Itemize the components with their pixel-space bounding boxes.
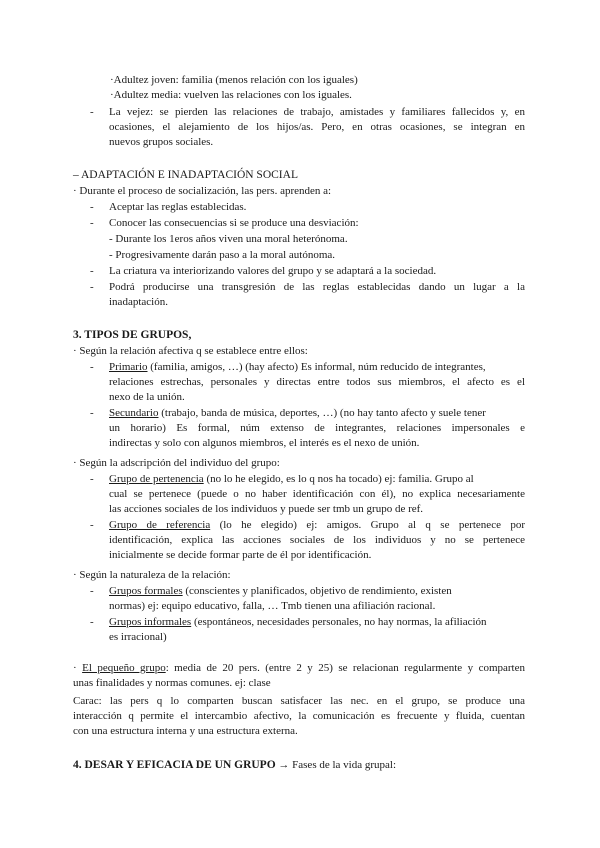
vejez-line-1: La vejez: se pierden las relaciones de trabajo, amistades y familiares fallecidos y, en bbox=[109, 106, 525, 118]
bullet-dash: - bbox=[90, 407, 94, 419]
pertenencia-line-3: las acciones sociales de los individuos y puede ser tmb un grupo de ref. bbox=[109, 503, 424, 515]
referencia-line-1: Grupo de referencia (lo he elegido) ej: amigos. Grupo al q se pertenece por bbox=[109, 519, 525, 531]
secundario-line-2: un horario) Es formal, núm extenso de integrantes, relaciones impersonales e bbox=[109, 422, 525, 434]
adaptacion-item-3: La criatura va interiorizando valores del grupo y se adaptará a la sociedad. bbox=[109, 265, 437, 277]
afectiva-intro: · Según la relación afectiva q se establece entre ellos: bbox=[73, 345, 308, 357]
pequeno-grupo-term: El pequeño grupo bbox=[82, 662, 166, 674]
bullet-dash: - bbox=[90, 217, 94, 229]
bullet-dash: - bbox=[90, 519, 94, 531]
formales-line-2: normas) ej: equipo educativo, falla, … Tmb tienen una afiliación racional. bbox=[109, 600, 436, 612]
referencia-line-2: identificación, explica las acciones sociales de los individuos y no se pertenece bbox=[109, 534, 525, 546]
primario-line-1: Primario (familia, amigos, …) (hay afecto) Es informal, núm reducido de integrantes, bbox=[109, 361, 486, 373]
pequeno-grupo-line-1: · El pequeño grupo: media de 20 pers. (entre 2 y 25) se relacionan regularmente y comparten bbox=[73, 662, 525, 674]
carac-line-3: con una estructura interna y una estructura externa. bbox=[73, 725, 298, 737]
secundario-line-3: indirectas y solo con algunos miembros, el interés es el nexo de unión. bbox=[109, 437, 420, 449]
section-title-tipos: 3. TIPOS DE GRUPOS, bbox=[73, 329, 192, 341]
pertenencia-term: Grupo de pertenencia bbox=[109, 473, 204, 485]
pertenencia-line-2: cual se pertenece (puede o no haber identificación con él), no explica necesariamente bbox=[109, 488, 525, 500]
adaptacion-item-1: Aceptar las reglas establecidas. bbox=[109, 201, 247, 213]
vejez-line-3: nuevos grupos sociales. bbox=[109, 136, 214, 148]
informales-line-1: Grupos informales (espontáneos, necesidades personales, no hay normas, la afiliación bbox=[109, 616, 487, 628]
bullet-dash: - bbox=[90, 361, 94, 373]
bullet-dash: - bbox=[90, 616, 94, 628]
primario-line-2: relaciones estrechas, personales y directas entre todos sus miembros, el afecto es el bbox=[109, 376, 525, 388]
vejez-line-2: ocasiones, el alejamiento de los hijos/as. Pero, en otras ocasiones, se integran en bbox=[109, 121, 525, 133]
formales-term: Grupos formales bbox=[109, 585, 183, 597]
pequeno-grupo-line-2: unas finalidades y normas comunes. ej: clase bbox=[73, 677, 271, 689]
primario-line-3: nexo de la unión. bbox=[109, 391, 185, 403]
arrow-icon: → bbox=[278, 759, 290, 771]
referencia-term: Grupo de referencia bbox=[109, 519, 211, 531]
section-title-desar: 4. DESAR Y EFICACIA DE UN GRUPO → Fases de la vida grupal: bbox=[73, 759, 397, 771]
adaptacion-item-4-line-2: inadaptación. bbox=[109, 296, 168, 308]
bullet-dash: - bbox=[90, 585, 94, 597]
formales-line-1: Grupos formales (conscientes y planificados, objetivo de rendimiento, existen bbox=[109, 585, 452, 597]
informales-line-2: es irracional) bbox=[109, 631, 167, 643]
adaptacion-item-2a: - Durante los 1eros años viven una moral heterónoma. bbox=[109, 233, 348, 245]
section-title-adaptacion: – ADAPTACIÓN E INADAPTACIÓN SOCIAL bbox=[73, 169, 298, 181]
informales-term: Grupos informales bbox=[109, 616, 192, 628]
primario-term: Primario bbox=[109, 361, 148, 373]
naturaleza-intro: · Según la naturaleza de la relación: bbox=[73, 569, 231, 581]
adaptacion-item-4-line-1: Podrá producirse una transgresión de las reglas establecidas dando un lugar a la bbox=[109, 281, 525, 293]
carac-line-1: Carac: las pers q lo comparten buscan satisfacer las nec. en el grupo, se produce una bbox=[73, 695, 525, 707]
bullet-dash: - bbox=[90, 201, 94, 213]
adscripcion-intro: · Según la adscripción del individuo del grupo: bbox=[73, 457, 280, 469]
referencia-line-3: inicialmente se decide formar parte de él por identificación. bbox=[109, 549, 372, 561]
secundario-line-1: Secundario (trabajo, banda de música, deportes, …) (no hay tanto afecto y suele tener bbox=[109, 407, 486, 419]
pertenencia-line-1: Grupo de pertenencia (no lo he elegido, es lo q nos ha tocado) ej: familia. Grupo al bbox=[109, 473, 474, 485]
bullet-dash: - bbox=[90, 106, 94, 118]
bullet-dash: - bbox=[90, 281, 94, 293]
secundario-term: Secundario bbox=[109, 407, 159, 419]
adaptacion-item-2b: - Progresivamente darán paso a la moral autónoma. bbox=[109, 249, 336, 261]
adaptacion-intro: · Durante el proceso de socialización, las pers. aprenden a: bbox=[73, 185, 332, 197]
adultez-joven-line: ·Adultez joven: familia (menos relación con los iguales) bbox=[110, 74, 358, 86]
carac-line-2: interacción q permite el intercambio afectivo, la comunicación es frecuente y fluida, cuentan bbox=[73, 710, 525, 722]
bullet-dash: - bbox=[90, 265, 94, 277]
bullet-dash: - bbox=[90, 473, 94, 485]
adaptacion-item-2: Conocer las consecuencias si se produce una desviación: bbox=[109, 217, 359, 229]
adultez-media-line: ·Adultez media: vuelven las relaciones con los iguales. bbox=[110, 89, 352, 101]
